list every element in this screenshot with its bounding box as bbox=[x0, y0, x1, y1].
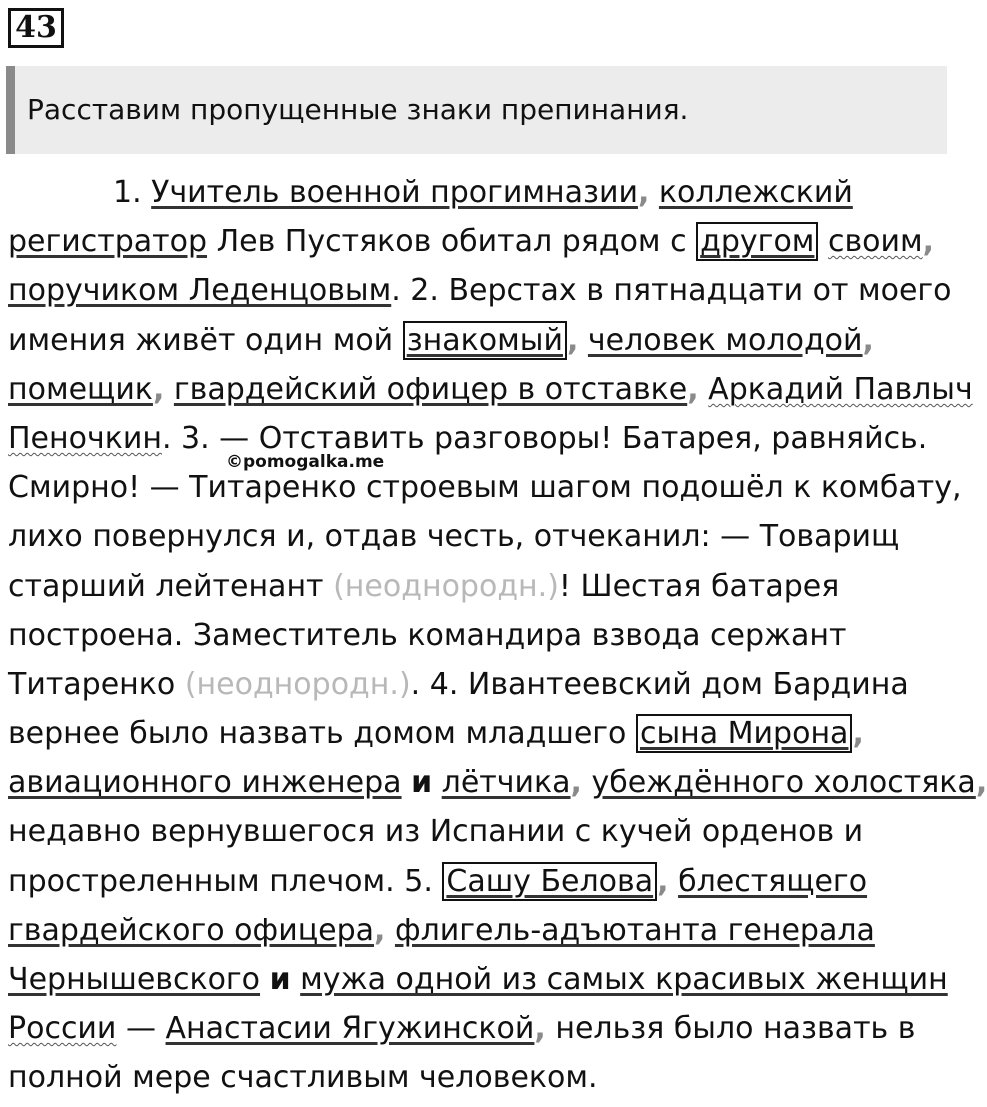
underlined-apposition: гвардейский офицер в отставке bbox=[173, 371, 688, 407]
text-fragment bbox=[402, 765, 412, 800]
text-fragment: ! Шестая батарея bbox=[558, 568, 840, 604]
text-line bbox=[8, 266, 958, 315]
text-fragment: лихо повернулся и, отдав честь, отчеканил: — Товарищ bbox=[8, 519, 900, 555]
text-line bbox=[8, 414, 958, 463]
task-number: 43 bbox=[8, 8, 64, 48]
underlined-apposition: авиационного инженера bbox=[8, 765, 402, 801]
underlined-apposition: мужа одной из самых красивых женщин bbox=[300, 962, 948, 997]
underlined-apposition: поручиком Леденцовым bbox=[8, 273, 392, 309]
text-fragment: построена. Заместитель командира взвода сержант bbox=[8, 617, 847, 653]
text-line bbox=[8, 562, 958, 611]
boxed-word: знакомый bbox=[403, 321, 567, 360]
grey-note: (неоднородн.) bbox=[184, 666, 411, 702]
text-fragment: вернее было назвать домом младшего bbox=[8, 716, 636, 752]
wavy-underlined-word: своим bbox=[827, 224, 923, 260]
inserted-comma: , bbox=[852, 716, 864, 752]
text-line bbox=[8, 463, 962, 512]
instruction-block bbox=[6, 66, 947, 154]
text-fragment bbox=[385, 913, 395, 948]
text-fragment: Титаренко bbox=[8, 666, 185, 702]
text-fragment bbox=[432, 765, 442, 800]
boxed-word: Сашу Белова bbox=[442, 862, 657, 901]
text-fragment: 1. bbox=[113, 175, 152, 210]
boxed-word: сына Мирона bbox=[636, 714, 853, 753]
text-fragment: нельзя было назвать в bbox=[545, 1011, 916, 1047]
text-fragment: — bbox=[116, 1011, 166, 1047]
text-line bbox=[8, 512, 958, 561]
underlined-apposition: убеждённого холостяка bbox=[591, 765, 976, 801]
wavy-underlined-word: России bbox=[8, 1011, 117, 1047]
text-fragment: . 4. Ивантеевский дом Бардина bbox=[410, 666, 909, 702]
boxed-word: другом bbox=[696, 222, 818, 261]
grey-note: (неоднородн.) bbox=[333, 568, 559, 604]
watermark: ©pomogalka.me bbox=[226, 452, 385, 472]
text-line bbox=[8, 660, 958, 709]
exercise-text bbox=[8, 168, 987, 1103]
text-line bbox=[8, 758, 987, 807]
text-line bbox=[8, 955, 958, 1004]
underlined-apposition: Учитель военной прогимназии bbox=[151, 175, 638, 210]
text-line bbox=[8, 906, 958, 955]
underlined-apposition: Анастасии Ягужинской bbox=[165, 1011, 535, 1047]
text-fragment: полной мере счастливым человеком. bbox=[8, 1060, 598, 1096]
text-line bbox=[8, 168, 958, 217]
text-line bbox=[8, 857, 958, 906]
text-line bbox=[8, 807, 958, 856]
underlined-apposition: коллежский bbox=[658, 175, 853, 210]
text-fragment: старший лейтенант bbox=[8, 568, 334, 604]
text-line bbox=[8, 1053, 958, 1102]
inserted-comma: , bbox=[152, 371, 165, 407]
text-line bbox=[8, 709, 958, 758]
underlined-apposition: блестящего bbox=[678, 863, 868, 899]
conjunction-bold: и bbox=[269, 962, 291, 997]
text-fragment: . 2. Верстах в пятнадцати от моего bbox=[391, 273, 952, 309]
underlined-apposition: гвардейского офицера bbox=[8, 912, 374, 948]
text-fragment bbox=[291, 962, 301, 997]
text-fragment: Лев Пустяков обитал рядом с bbox=[207, 224, 697, 260]
inserted-comma: , bbox=[570, 765, 582, 801]
text-fragment bbox=[699, 372, 709, 407]
inserted-comma: , bbox=[657, 863, 669, 899]
underlined-apposition: Чернышевского bbox=[8, 962, 261, 997]
inserted-comma: , bbox=[687, 371, 699, 407]
text-fragment: . 3. — Отставить разговоры! Батарея, равняйсь. bbox=[161, 420, 928, 456]
underlined-apposition: человек молодой bbox=[587, 322, 863, 358]
conjunction-bold: и bbox=[411, 765, 433, 801]
text-fragment bbox=[578, 323, 588, 358]
inserted-comma: , bbox=[566, 322, 579, 358]
inserted-comma: , bbox=[374, 912, 386, 948]
text-line bbox=[8, 611, 958, 660]
text-fragment bbox=[260, 962, 270, 997]
wavy-underlined-word: Пеночкин bbox=[8, 420, 162, 456]
text-fragment bbox=[818, 224, 828, 259]
text-line bbox=[8, 217, 958, 266]
underlined-apposition: лётчика bbox=[441, 765, 571, 801]
underlined-apposition: регистратор bbox=[8, 224, 208, 260]
inserted-comma: , bbox=[975, 765, 987, 801]
text-line bbox=[8, 316, 958, 365]
underlined-apposition: помещик bbox=[8, 371, 153, 407]
wavy-underlined-word: Аркадий Павлыч bbox=[708, 371, 973, 407]
underlined-apposition: флигель-адъютанта генерала bbox=[394, 912, 875, 948]
text-fragment bbox=[649, 175, 659, 210]
text-fragment: простреленным плечом. 5. bbox=[8, 863, 443, 899]
inserted-comma: , bbox=[534, 1011, 546, 1047]
inserted-comma: , bbox=[922, 224, 935, 260]
inserted-comma: , bbox=[862, 322, 874, 358]
text-fragment bbox=[164, 372, 174, 407]
text-fragment: недавно вернувшегося из Испании с кучей орденов и bbox=[8, 814, 864, 850]
instruction-text: Расставим пропущенные знаки препинания. bbox=[27, 93, 689, 126]
text-fragment: имения живёт один мой bbox=[8, 322, 403, 358]
text-line bbox=[8, 1004, 958, 1053]
text-fragment bbox=[669, 864, 679, 899]
inserted-comma: , bbox=[637, 175, 650, 210]
text-fragment: Смирно! — Титаренко строевым шагом подошёл к комбату, bbox=[8, 470, 962, 506]
text-line bbox=[8, 365, 973, 414]
